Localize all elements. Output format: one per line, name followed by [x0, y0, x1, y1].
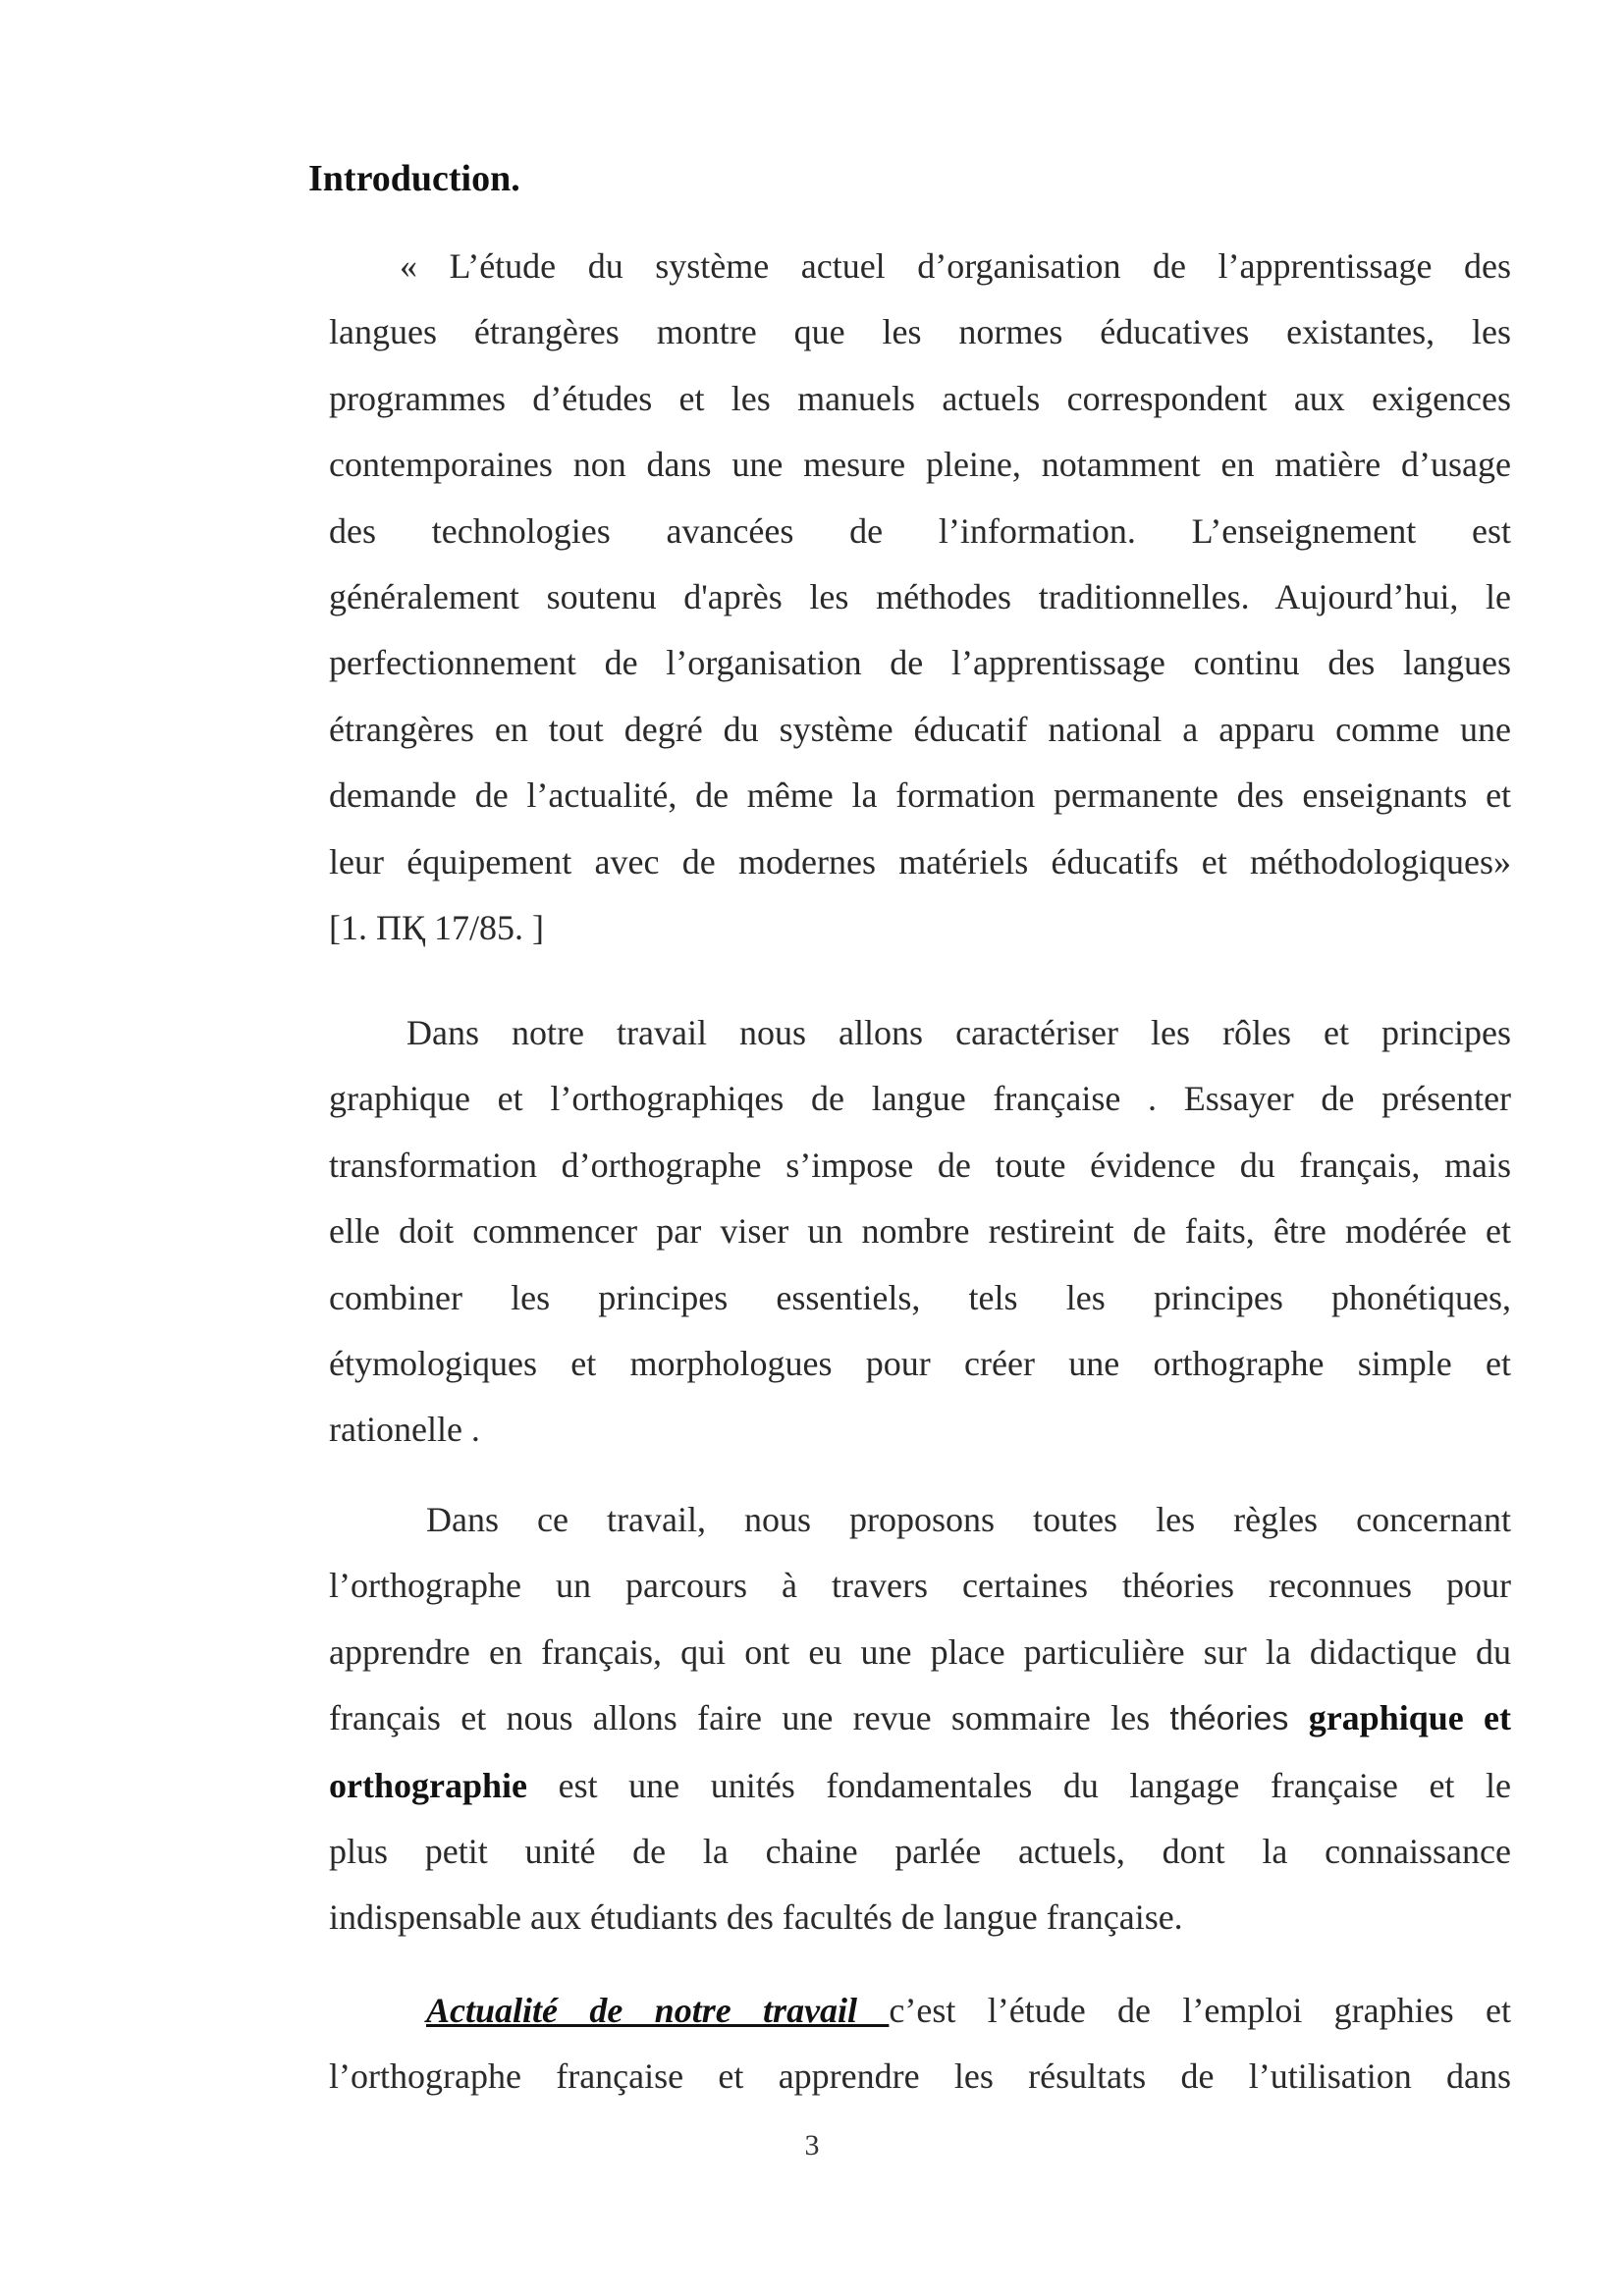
paragraph-line: langues étrangères montre que les normes éducatives existantes, les: [329, 312, 1512, 352]
paragraph-line: transformation d’orthographe s’impose de toute évidence du français, mais: [329, 1145, 1512, 1185]
paragraph-line: rationelle .: [329, 1410, 480, 1450]
emphasis-text: Actualité de notre travail: [426, 1991, 890, 2030]
citation-reference: [1. ПҚ 17/85. ]: [329, 908, 544, 948]
text-run: français et nous allons faire une revue sommaire les: [329, 1698, 1170, 1738]
paragraph-line: « L’étude du système actuel d’organisation de l’apprentissage des: [400, 246, 1511, 286]
page-number: 3: [804, 2129, 820, 2162]
text-run: théories: [1169, 1700, 1289, 1738]
paragraph-line: demande de l’actualité, de même la formation permanente des enseignants et: [329, 775, 1512, 816]
text-run: c’est l’étude de l’emploi graphies et: [889, 1991, 1511, 2030]
paragraph-line: graphique et l’orthographiqes de langue française . Essayer de présenter: [329, 1079, 1512, 1119]
paragraph-line: [329, 1753, 1511, 1819]
quote-paragraph: [329, 234, 1511, 961]
paragraph-line: plus petit unité de la chaine parlée actuels, dont la connaissance: [329, 1832, 1511, 1872]
paragraph-line: Dans ce travail, nous proposons toutes les règles concernant: [426, 1500, 1511, 1539]
paragraph-line: l’orthographe française et apprendre les résultats de l’utilisation dans: [329, 2056, 1511, 2097]
body-paragraph: [329, 1000, 1511, 1464]
paragraph-line: perfectionnement de l’organisation de l’apprentissage continu des langues: [329, 643, 1511, 683]
body-paragraph: [329, 1487, 1511, 1951]
bold-text-run: graphique et: [1288, 1698, 1512, 1738]
paragraph-line: indispensable aux étudiants des facultés de langue française.: [329, 1897, 1183, 1938]
paragraph-line: [329, 1685, 1511, 1752]
paragraph-line: [329, 1978, 1511, 2044]
bold-text-run: orthographie: [329, 1765, 527, 1805]
paragraph-line: leur équipement avec de modernes matériels éducatifs et méthodologiques»: [329, 841, 1512, 881]
paragraph-line: apprendre en français, qui ont eu une place particulière sur la didactique du: [329, 1631, 1511, 1672]
paragraph-line: généralement soutenu d'après les méthodes traditionnelles. Aujourd’hui, le: [329, 577, 1512, 617]
section-heading: Introduction.: [308, 158, 520, 199]
paragraph-line: l’orthographe un parcours à travers certaines théories reconnues pour: [329, 1566, 1511, 1606]
paragraph-line: des technologies avancées de l’information. L’enseignement est: [329, 510, 1511, 551]
paragraph-line: étymologiques et morphologues pour créer une orthographe simple et: [329, 1344, 1511, 1384]
text-run: est une unités fondamentales du langage française et le: [527, 1765, 1511, 1805]
paragraph-line: étrangères en tout degré du système éducatif national a apparu comme une: [329, 709, 1512, 749]
paragraph-line: Dans notre travail nous allons caractériser les rôles et principes: [406, 1013, 1511, 1052]
body-paragraph: [329, 1978, 1511, 2110]
paragraph-line: combiner les principes essentiels, tels les principes phonétiques,: [329, 1277, 1511, 1317]
paragraph-line: elle doit commencer par viser un nombre restireint de faits, être modérée et: [329, 1211, 1511, 1252]
paragraph-line: programmes d’études et les manuels actuels correspondent aux exigences: [329, 378, 1512, 418]
paragraph-line: contemporaines non dans une mesure pleine, notamment en matière d’usage: [329, 445, 1512, 485]
